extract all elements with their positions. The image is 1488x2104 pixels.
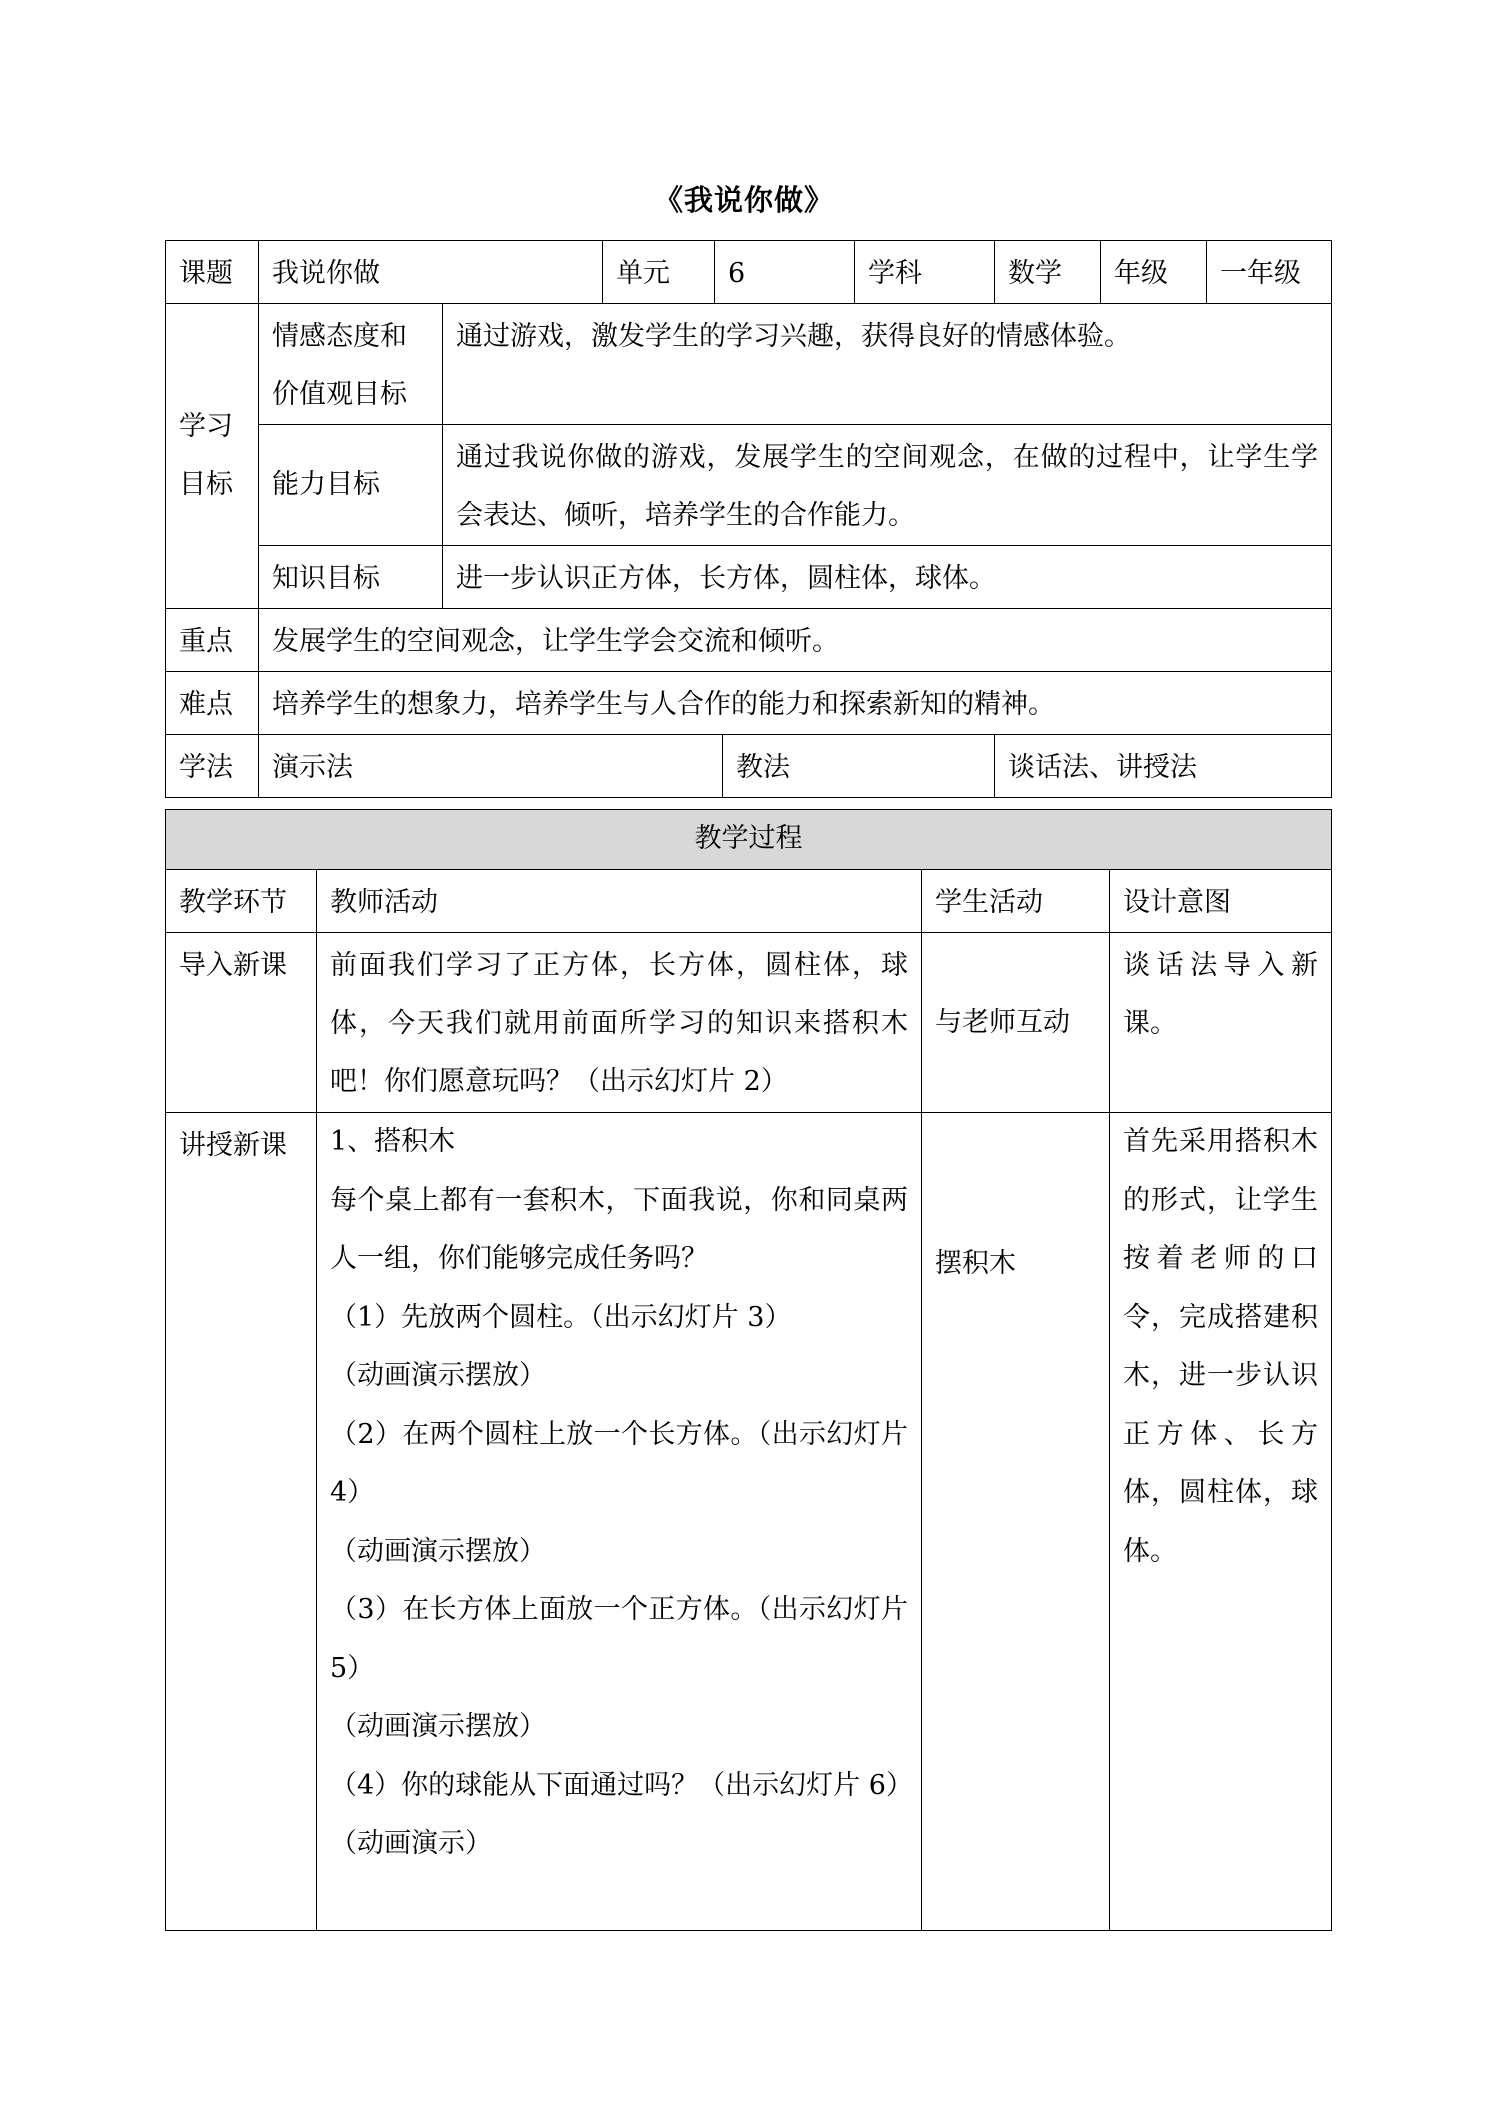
teacher-activity-line: （动画演示摆放） — [330, 1711, 546, 1742]
teacher-activity-line: （1）先放两个圆柱。（出示幻灯片 3） — [330, 1301, 792, 1333]
teacher-activity-line: 1、搭积木 — [330, 1126, 456, 1157]
student-activity-cell: 与老师互动 — [922, 933, 1110, 1113]
teaching-process-table — [165, 809, 1332, 1931]
column-header-student: 学生活动 — [922, 870, 1110, 933]
goal-label-ability: 能力目标 — [259, 425, 443, 546]
unit-label: 单元 — [603, 241, 715, 304]
goals-label: 学习目标 — [166, 304, 259, 609]
student-activity-cell — [922, 1113, 1110, 1931]
lesson-info-table — [165, 240, 1332, 798]
teacher-activity-line: （4）你的球能从下面通过吗？（出示幻灯片 6） — [330, 1769, 913, 1801]
goal-label-emotion: 情感态度和价值观目标 — [259, 304, 443, 425]
student-activity-text: 摆积木 — [935, 1248, 1016, 1279]
table-row — [166, 933, 1332, 1113]
teacher-activity-cell — [317, 1113, 922, 1931]
teacher-activity-line: （2）在两个圆柱上放一个长方体。（出示幻灯片 4） — [330, 1418, 908, 1508]
key-point-value: 发展学生的空间观念，让学生学会交流和倾听。 — [259, 609, 1332, 672]
learn-method-value: 演示法 — [259, 735, 723, 798]
teach-method-value: 谈话法、讲授法 — [995, 735, 1332, 798]
process-header: 教学过程 — [166, 810, 1332, 870]
table-row — [166, 1113, 1332, 1931]
grade-value: 一年级 — [1207, 241, 1332, 304]
page-title: 《我说你做》 — [653, 183, 834, 217]
teacher-activity-line: （3）在长方体上面放一个正方体。（出示幻灯片 5） — [330, 1594, 908, 1684]
topic-label: 课题 — [166, 241, 259, 304]
topic-value: 我说你做 — [259, 241, 603, 304]
difficulty-value: 培养学生的想象力，培养学生与人合作的能力和探索新知的精神。 — [259, 672, 1332, 735]
column-header-intent: 设计意图 — [1110, 870, 1332, 933]
unit-value: 6 — [715, 241, 855, 304]
teacher-activity-line: 前面我们学习了正方体，长方体，圆柱体，球体，今天我们就用前面所学习的知识来搭积木吧！你们愿意玩吗？（出示幻灯片 2） — [330, 950, 908, 1097]
difficulty-label: 难点 — [166, 672, 259, 735]
teacher-activity-line: （动画演示） — [330, 1828, 492, 1859]
key-point-label: 重点 — [166, 609, 259, 672]
teach-method-label: 教法 — [723, 735, 995, 798]
stage-cell: 导入新课 — [166, 933, 317, 1113]
grade-label: 年级 — [1101, 241, 1207, 304]
column-header-stage: 教学环节 — [166, 870, 317, 933]
goal-value-emotion: 通过游戏，激发学生的学习兴趣，获得良好的情感体验。 — [443, 304, 1332, 425]
subject-label: 学科 — [855, 241, 995, 304]
teacher-activity-line: （动画演示摆放） — [330, 1535, 546, 1567]
column-header-teacher: 教师活动 — [317, 870, 922, 933]
teacher-activity-cell — [317, 933, 922, 1113]
subject-value: 数学 — [995, 241, 1101, 304]
design-intent-cell: 谈话法导入新课。 — [1110, 933, 1332, 1113]
teacher-activity-line: （动画演示摆放） — [330, 1360, 546, 1391]
goal-value-ability: 通过我说你做的游戏，发展学生的空间观念，在做的过程中，让学生学会表达、倾听，培养学生的合作能力。 — [443, 425, 1332, 546]
teacher-activity-line: 每个桌上都有一套积木，下面我说，你和同桌两人一组，你们能够完成任务吗？ — [330, 1184, 908, 1274]
goal-value-knowledge: 进一步认识正方体，长方体，圆柱体，球体。 — [443, 546, 1332, 609]
learn-method-label: 学法 — [166, 735, 259, 798]
design-intent-cell: 首先采用搭积木的形式，让学生按着老师的口令，完成搭建积木，进一步认识正方体、长方体，圆柱体，球体。 — [1110, 1113, 1332, 1931]
stage-cell: 讲授新课 — [166, 1113, 317, 1931]
goal-label-knowledge: 知识目标 — [259, 546, 443, 609]
